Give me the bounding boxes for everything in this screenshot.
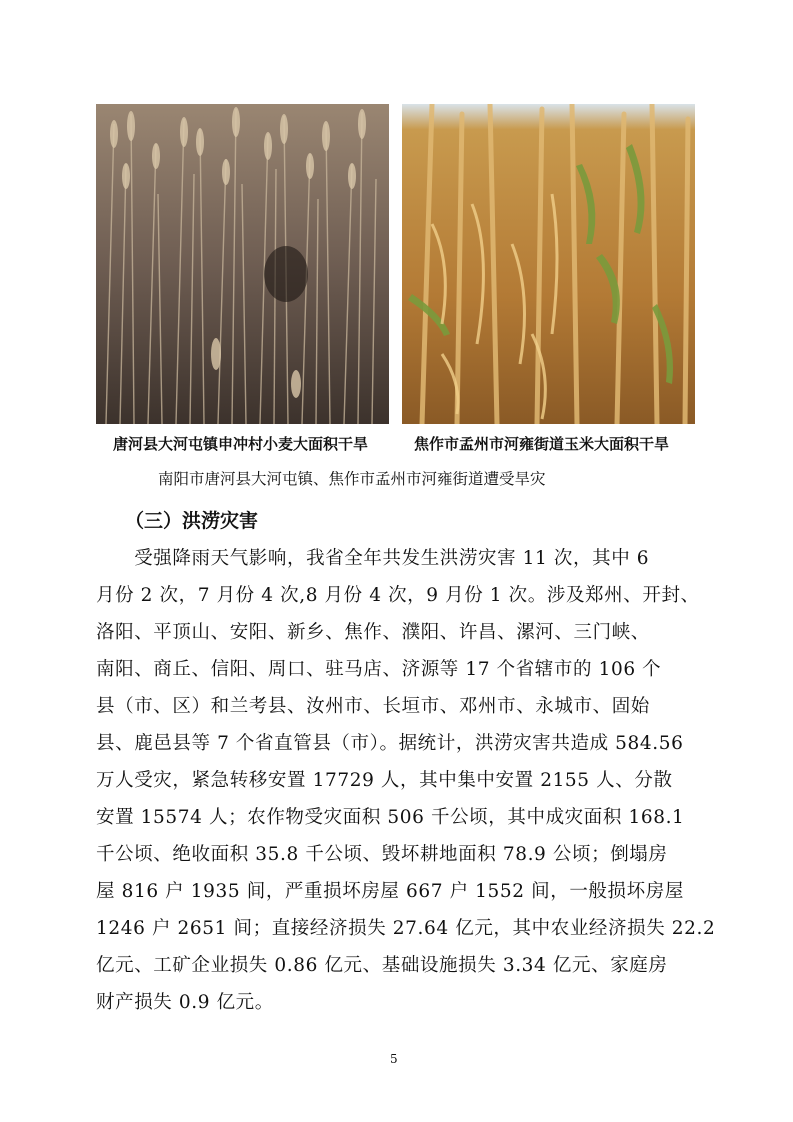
paragraph-line: 洛阳、平顶山、安阳、新乡、焦作、濮阳、许昌、漯河、三门峡、 bbox=[96, 622, 650, 643]
paragraph-line: 万人受灾，紧急转移安置 17729 人，其中集中安置 2155 人、分散 bbox=[96, 770, 673, 791]
paragraph-line: 1246 户 2651 间；直接经济损失 27.64 亿元，其中农业经济损失 22.2 bbox=[96, 918, 716, 939]
paragraph-line: 南阳、商丘、信阳、周口、驻马店、济源等 17 个省辖市的 106 个 bbox=[96, 659, 662, 680]
page-number: 5 bbox=[390, 1052, 398, 1066]
corn-photo-caption: 焦作市孟州市河雍街道玉米大面积干旱 bbox=[414, 435, 670, 453]
figure-caption: 南阳市唐河县大河屯镇、焦作市孟州市河雍街道遭受旱灾 bbox=[158, 470, 546, 488]
paragraph-line: 受强降雨天气影响，我省全年共发生洪涝灾害 11 次，其中 6 bbox=[96, 548, 650, 569]
paragraph-line: 月份 2 次，7 月份 4 次,8 月份 4 次，9 月份 1 次。涉及郑州、开封、 bbox=[96, 585, 700, 606]
paragraph-line: 屋 816 户 1935 间，严重损坏房屋 667 户 1552 间，一般损坏房屋 bbox=[96, 881, 684, 902]
wheat-drought-photo bbox=[96, 104, 389, 424]
section-heading: （三）洪涝灾害 bbox=[125, 510, 259, 532]
paragraph-line: 县（市、区）和兰考县、汝州市、长垣市、邓州市、永城市、固始 bbox=[96, 696, 650, 717]
corn-drought-photo bbox=[402, 104, 695, 424]
paragraph-line: 财产损失 0.9 亿元。 bbox=[96, 992, 274, 1013]
wheat-photo-caption: 唐河县大河屯镇申冲村小麦大面积干旱 bbox=[113, 435, 369, 453]
paragraph-line: 县、鹿邑县等 7 个省直管县（市）。据统计，洪涝灾害共造成 584.56 bbox=[96, 733, 684, 754]
paragraph-line: 亿元、工矿企业损失 0.86 亿元、基础设施损失 3.34 亿元、家庭房 bbox=[96, 955, 668, 976]
paragraph-line: 千公顷、绝收面积 35.8 千公顷、毁坏耕地面积 78.9 公顷；倒塌房 bbox=[96, 844, 668, 865]
paragraph-line: 安置 15574 人；农作物受灾面积 506 千公顷，其中成灾面积 168.1 bbox=[96, 807, 685, 828]
